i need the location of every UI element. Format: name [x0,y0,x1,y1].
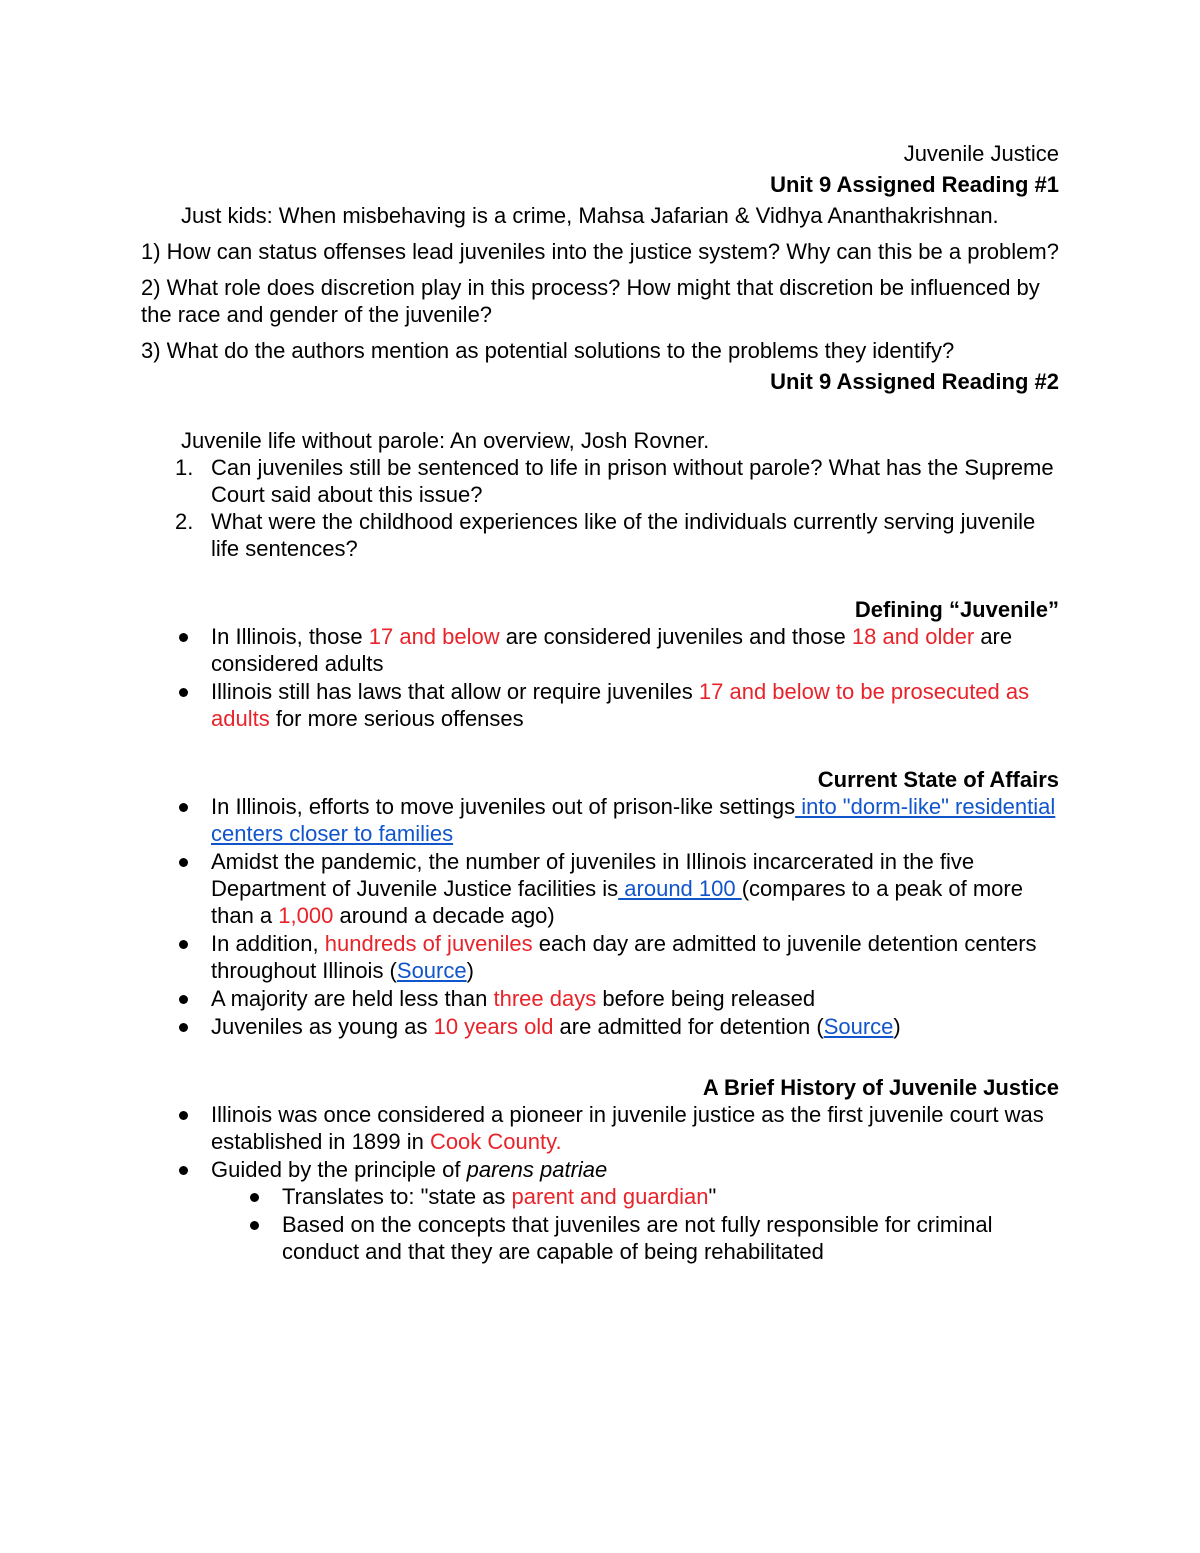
list-item [141,930,1059,984]
text: Based on the concepts that juveniles are not fully responsible for criminal conduct and that they are capable of being rehabilitated [282,1212,993,1264]
course-title: Juvenile Justice [903,141,1059,166]
section-title-defining: Defining “Juvenile” [854,597,1059,622]
list-number: 2. [175,509,194,534]
list-item [141,985,1059,1012]
list-item [141,678,1059,732]
text: ) [466,958,474,983]
bullet-icon [179,633,188,642]
defining-bullets [141,623,1059,732]
list-number: 1. [175,455,194,480]
text: are considered juveniles and those [499,624,852,649]
text: (compares to a peak of more than a [211,876,1023,928]
bullet-icon [250,1221,259,1230]
text: ) [893,1014,901,1039]
highlight-text: parent and guardian [511,1184,709,1209]
text: Illinois was once considered a pioneer in juvenile justice as the first juvenile court was established in 1899 in [211,1102,1044,1154]
bullet-icon [179,1023,188,1032]
reading1-question-2: 2) What role does discretion play in this process? How might that discretion be influenced by the race and gender of the juvenile? [141,275,1040,327]
bullet-icon [179,995,188,1004]
section-title-current: Current State of Affairs [817,767,1059,792]
list-item [141,793,1059,847]
text: Amidst the pandemic, the number of juveniles in Illinois incarcerated in the five Department of Juvenile Justice facilities is [211,849,975,901]
source-link[interactable]: Source [396,958,467,983]
text: In Illinois, those [211,624,369,649]
list-item [141,623,1059,677]
bullet-icon [179,858,188,867]
text: before being released [596,986,816,1011]
list-item [141,1211,1059,1265]
reading2-title: Unit 9 Assigned Reading #2 [770,369,1059,394]
highlight-text: hundreds of juveniles [324,931,533,956]
section-title-history: A Brief History of Juvenile Justice [702,1075,1059,1100]
highlight-text: three days [493,986,597,1011]
around-100-link[interactable]: around 100 [618,876,742,901]
question-text: Can juveniles still be sentenced to life in prison without parole? What has the Supreme Court said about this issue? [211,455,1054,507]
reading1-citation: Just kids: When misbehaving is a crime, Mahsa Jafarian & Vidhya Ananthakrishnan. [181,203,999,228]
reading1-question-3: 3) What do the authors mention as potential solutions to the problems they identify? [141,338,955,363]
highlight-text: 17 and below to be prosecuted as adults [211,679,1030,731]
list-item [141,1183,1059,1210]
highlight-text: 17 and below [368,624,500,649]
text: Translates to: "state as [282,1184,512,1209]
text: are considered adults [211,624,1013,676]
history-bullets [141,1101,1059,1183]
text: In addition, [211,931,325,956]
bullet-icon [250,1193,259,1202]
reading1-question-1: 1) How can status offenses lead juveniles into the justice system? Why can this be a problem? [141,239,1059,264]
reading1-title: Unit 9 Assigned Reading #1 [770,172,1059,197]
history-sub-bullets [141,1183,1059,1265]
reading2-questions [141,454,1059,562]
list-item [141,1013,1059,1040]
text: " [708,1184,717,1209]
highlight-text: 18 and older [851,624,975,649]
source-link[interactable]: Source [823,1014,894,1039]
question-text: What were the childhood experiences like of the individuals currently serving juvenile life sentences? [211,509,1036,561]
list-item [141,1101,1059,1155]
bullet-icon [179,940,188,949]
highlight-text: 1,000 [278,903,334,928]
highlight-text: Cook County. [429,1129,562,1154]
current-bullets [141,793,1059,1040]
text: each day are admitted to juvenile detention centers throughout Illinois ( [211,931,1037,983]
italic-term: parens patriae [466,1157,608,1182]
text: Guided by the principle of [211,1157,467,1182]
document-page [141,140,1059,1265]
list-item [141,1156,1059,1183]
text: around a decade ago) [333,903,555,928]
text: for more serious offenses [269,706,524,731]
list-item [141,848,1059,929]
bullet-icon [179,688,188,697]
list-item [141,454,1059,508]
text: are admitted for detention ( [553,1014,824,1039]
residential-centers-link[interactable]: into "dorm-like" residential centers closer to families [211,794,1056,846]
text: A majority are held less than [211,986,494,1011]
list-item [141,508,1059,562]
bullet-icon [179,1111,188,1120]
highlight-text: 10 years old [433,1014,554,1039]
text: In Illinois, efforts to move juveniles out of prison-like settings [211,794,796,819]
bullet-icon [179,803,188,812]
reading2-citation: Juvenile life without parole: An overview, Josh Rovner. [181,428,710,453]
text: Illinois still has laws that allow or require juveniles [211,679,699,704]
text: Juveniles as young as [211,1014,434,1039]
bullet-icon [179,1166,188,1175]
